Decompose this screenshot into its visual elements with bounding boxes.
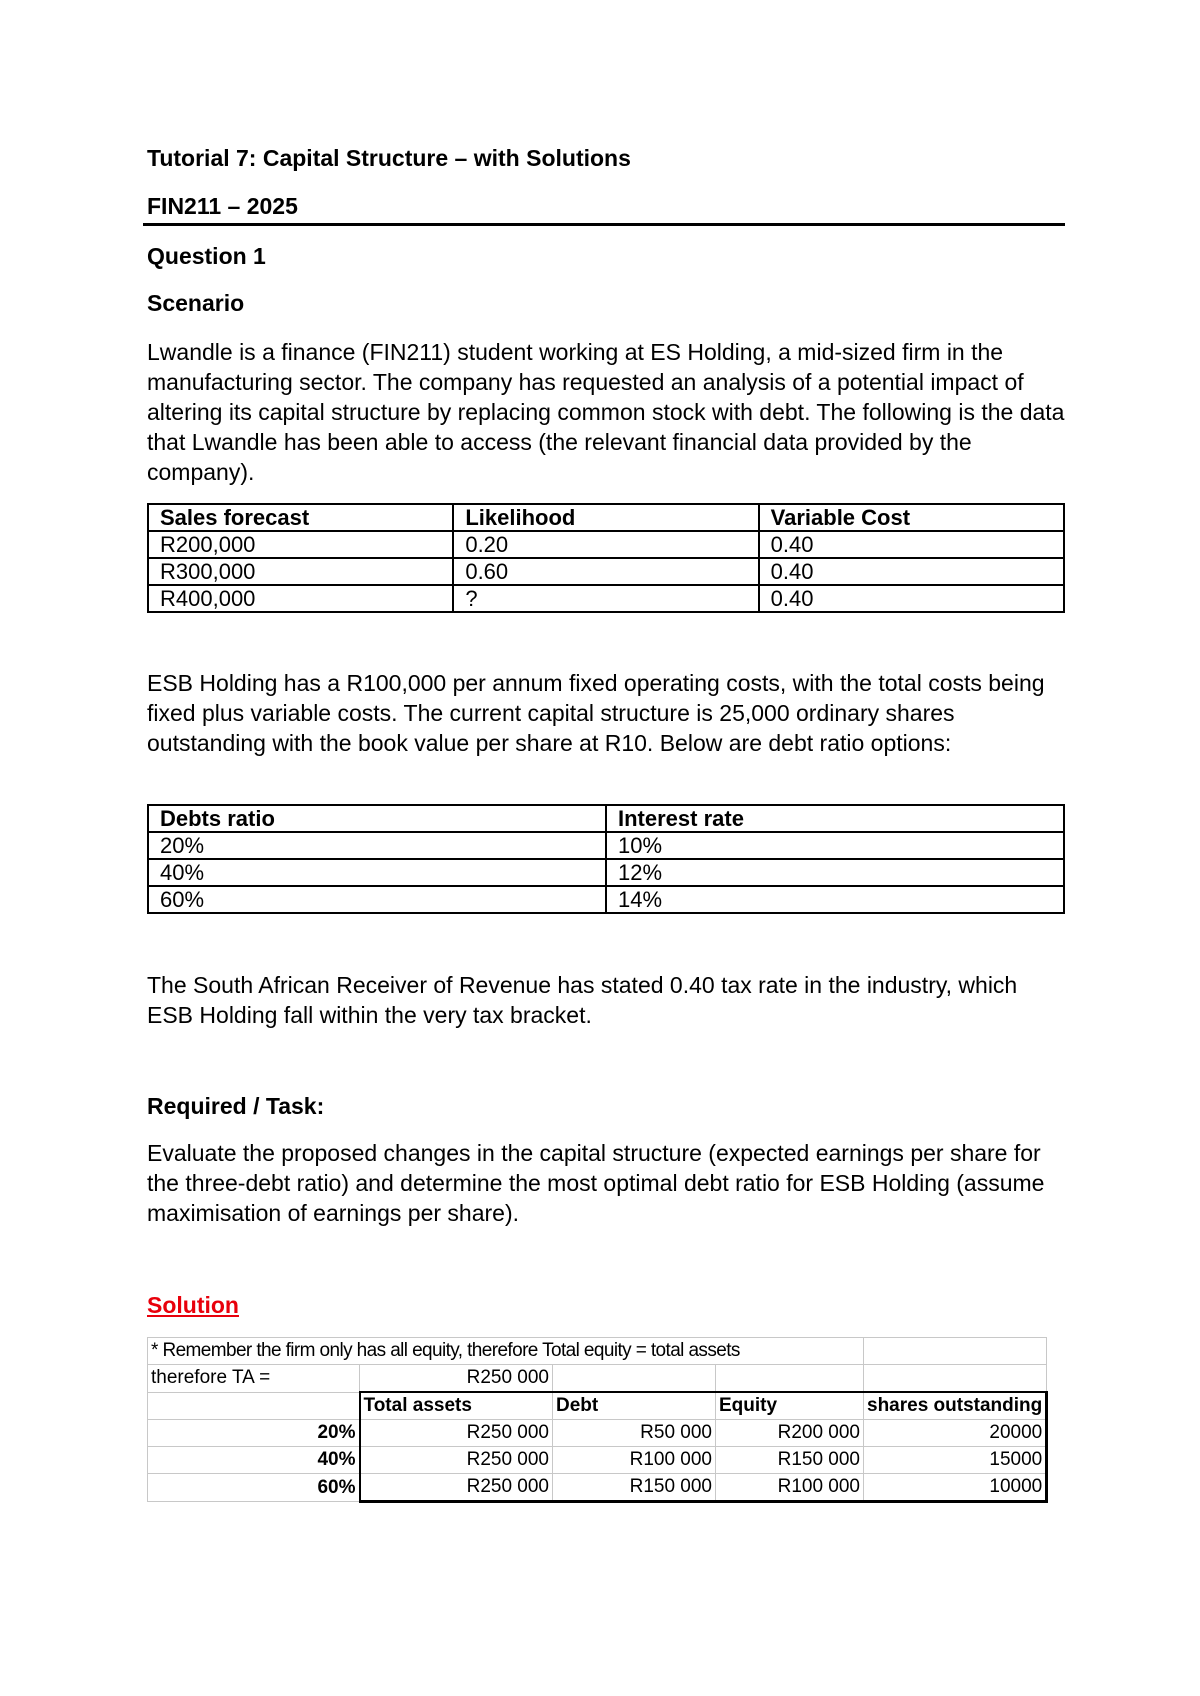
- ta-value: R250 000: [360, 1365, 553, 1393]
- table-cell: 0.40: [759, 558, 1064, 585]
- table-header-row: [148, 504, 1064, 531]
- scenario-heading: Scenario: [147, 290, 245, 316]
- spreadsheet-cell: [864, 1365, 1047, 1393]
- shares-cell: 15000: [864, 1447, 1047, 1474]
- solution-note: * Remember the firm only has all equity, therefore Total equity = total assets: [148, 1338, 864, 1365]
- cost-paragraph: ESB Holding has a R100,000 per annum fixed operating costs, with the total costs being fixed plus variable costs. The current capital structure is 25,000 ordinary shares outstanding with the book value per share at R10. Below are debt ratio options:: [147, 670, 1045, 756]
- table-row: [148, 859, 1064, 886]
- debt-cell: R50 000: [553, 1420, 716, 1447]
- table-cell: 0.40: [759, 585, 1064, 612]
- shares-cell: 20000: [864, 1420, 1047, 1447]
- course-code: FIN211 – 2025: [147, 193, 298, 219]
- required-paragraph: Evaluate the proposed changes in the capital structure (expected earnings per share for the three-debt ratio) and determine the most optimal debt ratio for ESB Holding (assume maximisation of earnings per share).: [147, 1140, 1045, 1226]
- table-cell: 40%: [148, 859, 606, 886]
- table-row: [148, 886, 1064, 913]
- column-header: Debts ratio: [148, 805, 606, 832]
- table-cell: 60%: [148, 886, 606, 913]
- column-header: Interest rate: [606, 805, 1064, 832]
- debt-cell: R100 000: [553, 1447, 716, 1474]
- tax-paragraph: The South African Receiver of Revenue has stated 0.40 tax rate in the industry, which ESB Holding fall within the very tax bracket.: [147, 972, 1018, 1028]
- table-cell: R200,000: [148, 531, 453, 558]
- document-title: Tutorial 7: Capital Structure – with Solutions: [147, 145, 631, 171]
- debt-cell: R150 000: [553, 1474, 716, 1502]
- table-cell: 10%: [606, 832, 1064, 859]
- spreadsheet-cell: [716, 1365, 864, 1393]
- spreadsheet-row: [148, 1420, 1047, 1447]
- spreadsheet-row: [148, 1338, 1047, 1365]
- table-cell: 0.60: [453, 558, 758, 585]
- table-cell: 20%: [148, 832, 606, 859]
- table-cell: R400,000: [148, 585, 453, 612]
- spreadsheet-row: [148, 1474, 1047, 1502]
- total-assets-cell: R250 000: [360, 1474, 553, 1502]
- debt-ratio-label: 60%: [148, 1474, 360, 1502]
- required-heading: Required / Task:: [147, 1093, 325, 1119]
- column-header: Sales forecast: [148, 504, 453, 531]
- equity-cell: R150 000: [716, 1447, 864, 1474]
- debt-ratio-table: [147, 804, 1065, 914]
- table-cell: R300,000: [148, 558, 453, 585]
- scenario-paragraph: Lwandle is a finance (FIN211) student working at ES Holding, a mid-sized firm in the manufacturing sector. The company has requested an analysis of a potential impact of altering its capital structure by replacing common stock with debt. The following is the data that Lwandle has been able to access (the relevant financial data provided by the company).: [147, 339, 1065, 485]
- column-header: Variable Cost: [759, 504, 1064, 531]
- table-row: [148, 832, 1064, 859]
- total-assets-cell: R250 000: [360, 1420, 553, 1447]
- solution-heading: Solution: [147, 1292, 239, 1318]
- column-header: shares outstanding: [864, 1392, 1047, 1420]
- column-header: Total assets: [360, 1392, 553, 1420]
- sales-forecast-table: [147, 503, 1065, 613]
- column-header: Likelihood: [453, 504, 758, 531]
- table-cell: 12%: [606, 859, 1064, 886]
- equity-cell: R200 000: [716, 1420, 864, 1447]
- spreadsheet-row: [148, 1365, 1047, 1393]
- table-cell: 0.40: [759, 531, 1064, 558]
- spreadsheet-cell: [864, 1338, 1047, 1365]
- ta-label: therefore TA =: [148, 1365, 360, 1393]
- table-cell: 14%: [606, 886, 1064, 913]
- header-divider: [143, 223, 1065, 226]
- debt-ratio-label: 20%: [148, 1420, 360, 1447]
- spreadsheet-cell: [148, 1392, 360, 1420]
- table-header-row: [148, 805, 1064, 832]
- table-cell: ?: [453, 585, 758, 612]
- debt-ratio-label: 40%: [148, 1447, 360, 1474]
- column-header: Equity: [716, 1392, 864, 1420]
- spreadsheet-header-row: [148, 1392, 1047, 1420]
- table-row: [148, 585, 1064, 612]
- shares-cell: 10000: [864, 1474, 1047, 1502]
- table-row: [148, 558, 1064, 585]
- total-assets-cell: R250 000: [360, 1447, 553, 1474]
- table-row: [148, 531, 1064, 558]
- spreadsheet-row: [148, 1447, 1047, 1474]
- table-cell: 0.20: [453, 531, 758, 558]
- spreadsheet-cell: [553, 1365, 716, 1393]
- solution-spreadsheet: [147, 1337, 1048, 1503]
- column-header: Debt: [553, 1392, 716, 1420]
- question-heading: Question 1: [147, 243, 266, 269]
- equity-cell: R100 000: [716, 1474, 864, 1502]
